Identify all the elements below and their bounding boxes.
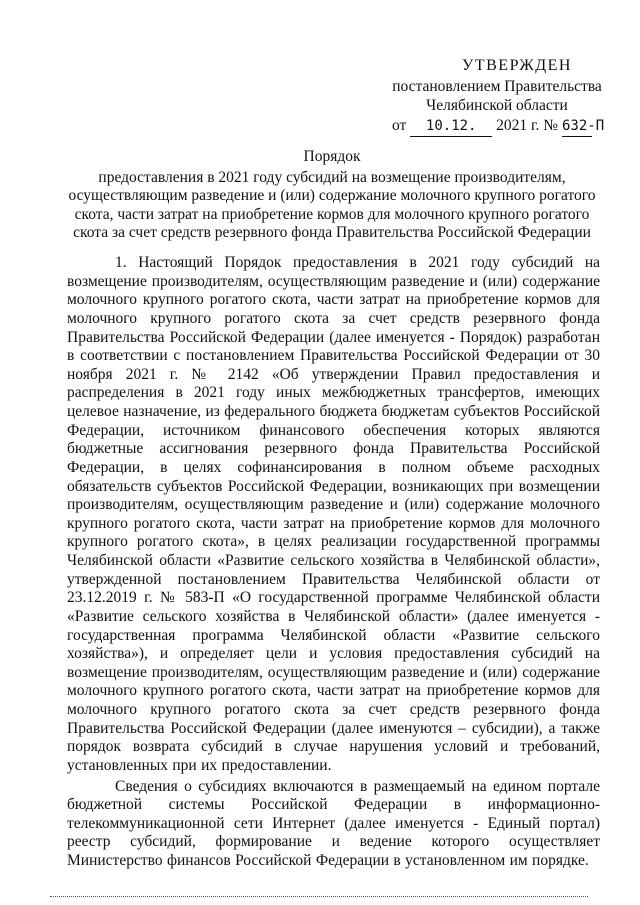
- title-line: скота, части затрат на приобретение кормов для молочного крупного рогатого: [74, 205, 590, 223]
- handwritten-number: 632-П: [562, 117, 592, 137]
- document-title: [68, 148, 596, 243]
- date-prefix: от: [392, 117, 407, 134]
- approval-line-1: постановлением Правительства: [392, 78, 602, 95]
- approval-date-line: [390, 116, 604, 137]
- title-line: предоставления в 2021 году субсидий на возмещение производителям,: [98, 168, 566, 186]
- paragraph-1: 1. Настоящий Порядок предоставления в 2021 году субсидий на возмещение производителям, осуществляющим разведение и (или) содержание молочного крупного рогатого скота, части затрат на приобретение кормов для молочного крупного рогатого скота за счет средств резервного фонда Правительства Российской Федерации (далее именуется - Порядок) разработан в соответствии с постановлением Правительства Российской Федерации от 30 ноября 2021 г. № 2142 «Об утверждении Правил предоставления и распределения в 2021 году иных межбюджетных трансфертов, имеющих целевое назначение, из федерального бюджета бюджетам субъектов Российской Федерации, источником финансового обеспечения которых являются бюджетные ассигнования резервного фонда Правительства Российской Федерации, в целях софинансирования в полном объеме расходных обязательств субъектов Российской Федерации, возникающих при возмещении производителям, осуществляющим разведение и (или) содержание молочного крупного рогатого скота, части затрат на приобретение кормов для молочного крупного рогатого скота», в целях реализации государственной программы Челябинской области «Развитие сельского хозяйства в Челябинской области», утвержденной постановлением Правительства Челябинской области от 23.12.2019 г. № 583-П «О государственной программе Челябинской области «Развитие сельского хозяйства в Челябинской области» (далее именуется - государственная программа Челябинской области «Развитие сельского хозяйства»), и определяет цели и условия предоставления субсидий на возмещение производителям, осуществляющим разведение и (или) содержание молочного крупного рогатого скота, части затрат на приобретение кормов для молочного крупного рогатого скота за счет средств резервного фонда Правительства Российской Федерации (далее именуются – субсидии), а также порядок возврата субсидий в случае нарушения условий и требований, установленных при их предоставлении.: [67, 254, 600, 774]
- title-word: Порядок: [303, 148, 361, 165]
- approval-heading: УТВЕРЖДЕН: [462, 57, 572, 74]
- paragraph-2: Сведения о субсидиях включаются в размещаемый на едином портале бюджетной системы Российской Федерации в информационно-телекоммуникационной сети Интернет (далее именуется - Единый портал) реестр субсидий, формирование и ведение которого осуществляет Министерство финансов Российской Федерации в установленном им порядке.: [67, 777, 600, 869]
- title-line: скота за счет средств резервного фонда Правительства Российской Федерации: [73, 224, 591, 242]
- handwritten-date: 10.12.: [410, 117, 492, 137]
- footer-dotted-rule: [50, 896, 588, 897]
- approval-line-2: Челябинской области: [426, 97, 568, 114]
- document-body: [67, 254, 600, 871]
- title-line: осуществляющим разведение и (или) содержание молочного крупного рогатого: [68, 187, 596, 205]
- approval-stamp-block: [390, 56, 604, 137]
- year-text: 2021 г. №: [496, 117, 559, 134]
